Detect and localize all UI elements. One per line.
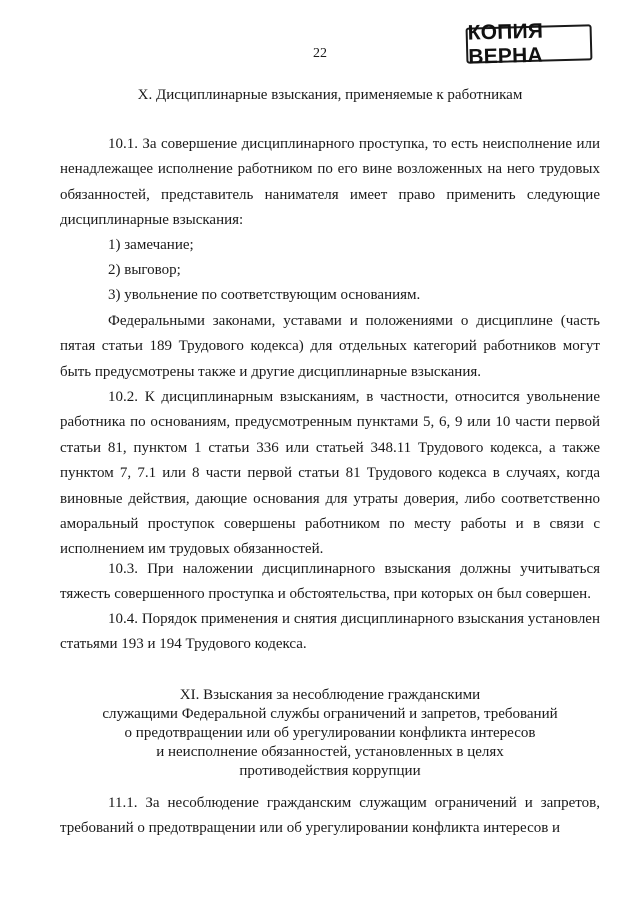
paragraph-10-1: 10.1. За совершение дисциплинарного проступка, то есть неисполнение или ненадлежащее исполнение работником по его вине возложенных на него трудовых обязанностей, представитель нанимателя имеет право применить следующие дисциплинарные взыскания: — [60, 136, 600, 229]
section-11-title-line: противодействия коррупции — [239, 763, 421, 779]
section-11-title-line: XI. Взыскания за несоблюдение гражданскими — [179, 687, 481, 703]
section-11-title-line: служащими Федеральной службы ограничений и запретов, требований — [102, 706, 558, 722]
certified-copy-stamp: КОПИЯ ВЕРНА — [466, 24, 593, 63]
paragraph-10-3: 10.3. При наложении дисциплинарного взыскания должны учитываться тяжесть совершенного проступка и обстоятельства, при которых он был совершен. — [60, 561, 600, 603]
section-11-title-line: и неисполнение обязанностей, установленных в целях — [156, 744, 504, 760]
section-11-title — [60, 686, 600, 781]
list-item-reprimand-2: 2) выговор; — [108, 262, 181, 278]
page-number: 22 — [313, 46, 327, 61]
section-11-title-line: о предотвращении или об урегулировании конфликта интересов — [124, 725, 536, 741]
paragraph-10-4: 10.4. Порядок применения и снятия дисциплинарного взыскания установлен статьями 193 и 194 Трудового кодекса. — [60, 611, 600, 653]
paragraph-10-2: 10.2. К дисциплинарным взысканиям, в частности, относится увольнение работника по основаниям, предусмотренным пунктами 5, 6, 9 или 10 части первой статьи 81, пунктом 1 статьи 336 или статьей 348.11 Трудового кодекса, а также пунктом 7, 7.1 или 8 части первой статьи 81 Трудового кодекса в случаях, когда виновные действия, дающие основания для утраты доверия, либо соответственно аморальный проступок совершены работником по месту работы и в связи с исполнением им трудовых обязанностей. — [60, 389, 600, 558]
paragraph-federal-laws: Федеральными законами, уставами и положениями о дисциплине (часть пятая статьи 189 Трудового кодекса) для отдельных категорий работников могут быть предусмотрены также и другие дисциплинарные взыскания. — [60, 313, 600, 380]
list-item-dismissal: 3) увольнение по соответствующим основаниям. — [108, 287, 421, 303]
list-item-reprimand-1: 1) замечание; — [108, 237, 194, 253]
paragraph-11-1: 11.1. За несоблюдение гражданским служащим ограничений и запретов, требований о предотвращении или об урегулировании конфликта интересов и — [60, 795, 600, 837]
section-10-title: X. Дисциплинарные взыскания, применяемые к работникам — [137, 87, 523, 103]
